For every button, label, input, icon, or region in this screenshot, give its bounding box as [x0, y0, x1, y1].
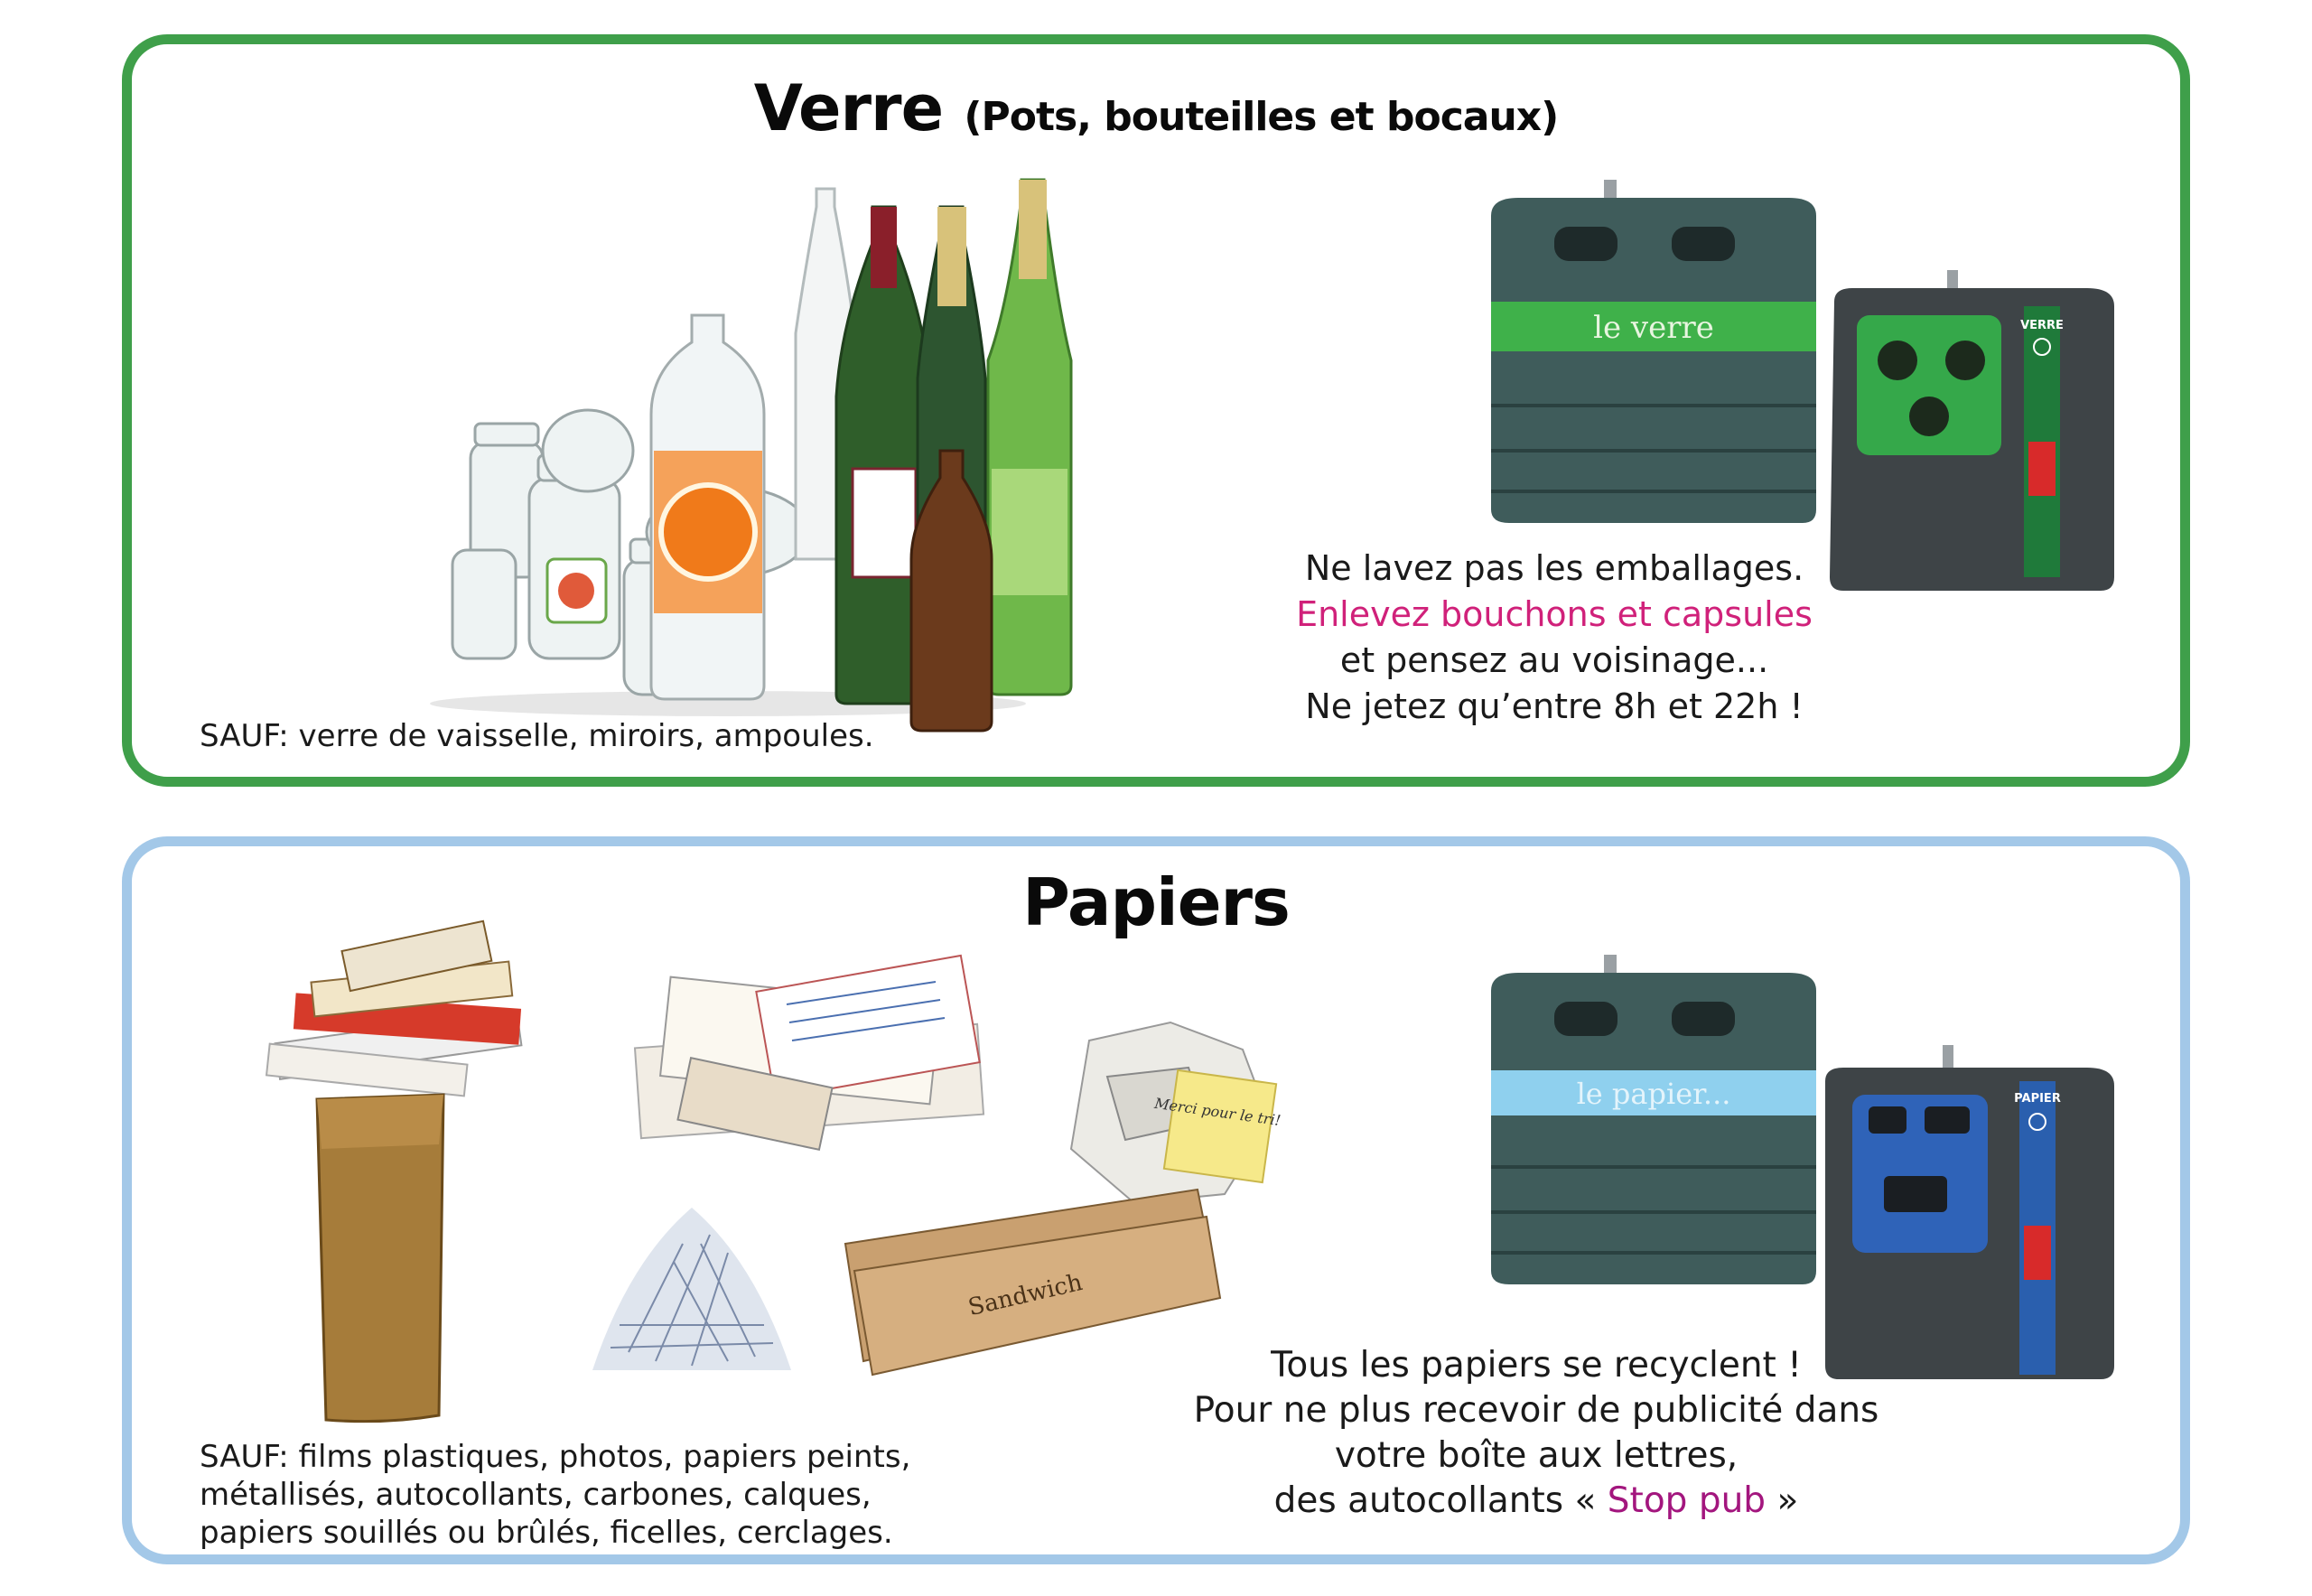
bin-band-label: le verre: [1593, 310, 1714, 346]
paper-container-bin-small: [1825, 1045, 2114, 1379]
verre-title-main: Verre: [753, 71, 944, 145]
bin-band-label: le papier...: [1576, 1077, 1731, 1111]
info-line-post: »: [1776, 1480, 1799, 1521]
verre-panel: [122, 34, 2190, 787]
exception-line: SAUF: films plastiques, photos, papiers peints,: [200, 1439, 911, 1475]
advice-line: Ne jetez qu’entre 8h et 22h !: [1305, 686, 1804, 726]
post-it-text: Merci pour le tri!: [1153, 1094, 1282, 1130]
glass-container-bin-small: [1830, 270, 2114, 591]
books-pile-illustration: [258, 919, 556, 1099]
bin-panel-label: PAPIER: [2014, 1092, 2061, 1106]
exception-line: papiers souillés ou brûlés, ficelles, cerclages.: [200, 1515, 893, 1551]
glass-container-bin-large: [1491, 180, 1816, 523]
green-bottle-icon: [988, 180, 1071, 695]
stop-pub-highlight: Stop pub: [1607, 1480, 1767, 1521]
advice-line: Ne lavez pas les emballages.: [1304, 548, 1804, 588]
papiers-panel: [122, 836, 2190, 1564]
advice-highlight: Enlevez bouchons et capsules: [1296, 594, 1813, 634]
papiers-info-block: [1166, 1343, 1906, 1524]
clear-bottle-icon: [651, 315, 764, 699]
info-line: votre boîte aux lettres,: [1334, 1435, 1739, 1476]
sandwich-label: Sandwich: [965, 1268, 1086, 1322]
paper-container-bin-large: [1491, 955, 1816, 1284]
info-line-stop-pub: [1166, 1479, 1906, 1524]
bin-panel-label: VERRE: [2020, 319, 2064, 332]
info-line-pre: des autocollants «: [1273, 1480, 1597, 1521]
exception-line: métallisés, autocollants, carbones, calques,: [200, 1477, 872, 1513]
verre-title: [132, 71, 2180, 145]
glass-items-illustration: [385, 180, 1071, 722]
shredded-paper-illustration: [574, 1190, 809, 1388]
verre-advice-block: [1216, 546, 1893, 730]
papiers-exception: [200, 1438, 910, 1552]
advice-line: et pensez au voisinage...: [1339, 640, 1769, 680]
letters-pile-illustration: [629, 955, 1017, 1153]
verre-subtitle: (Pots, bouteilles et bocaux): [964, 94, 1559, 140]
verre-exception: SAUF: verre de vaisselle, miroirs, ampoules.: [200, 718, 874, 754]
info-line: Tous les papiers se recyclent !: [1271, 1345, 1802, 1386]
info-line: Pour ne plus recevoir de publicité dans: [1193, 1390, 1879, 1431]
papiers-title: Papiers: [1022, 864, 1290, 940]
paper-bag-illustration: [303, 1090, 457, 1433]
papier-bin-illustration: [1455, 955, 2159, 1388]
